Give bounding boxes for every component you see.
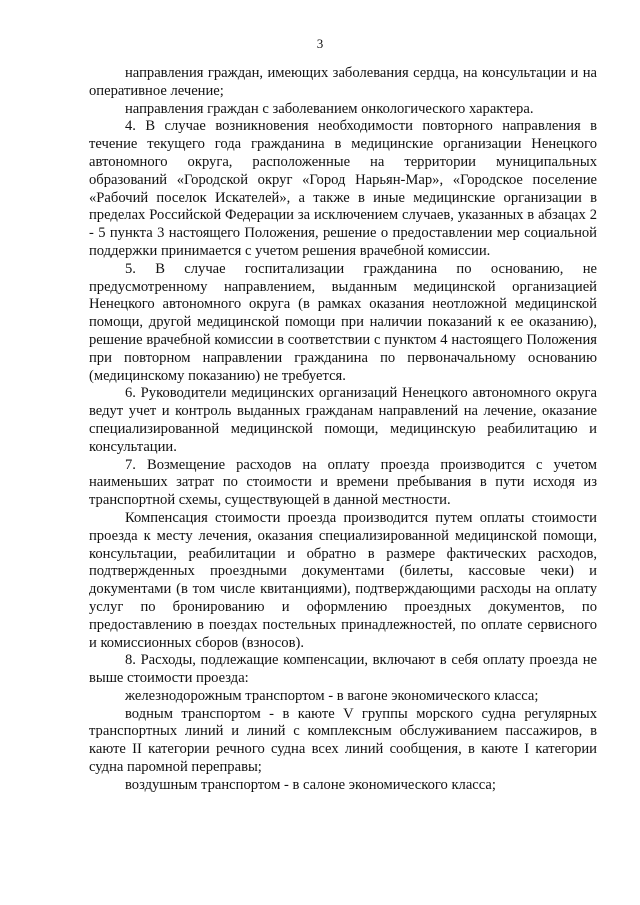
- paragraph: направления граждан с заболеванием онкологического характера.: [125, 100, 534, 117]
- paragraph: 6. Руководители медицинских организаций Ненецкого автономного округа ведут учет и контроль выданных гражданам направлений на лечение, оказание специализированной медицинской помощи, медицинскую реабилитацию и консультации.: [89, 385, 597, 455]
- page-number: 3: [316, 36, 324, 51]
- paragraph: 4. В случае возникновения необходимости повторного направления в течение текущего года гражданина в медицинские организации Ненецкого автономного округа, расположенные на территории муниципальных образований «Городской округ «Город Нарьян-Мар», «Городское поселение «Рабочий поселок Искателей», а также в иные медицинские организации в пределах Российской Федерации за исключением случаев, указанных в абзацах 2 - 5 пункта 3 настоящего Положения, решение о предоставлении мер социальной поддержки принимается с учетом решения врачебной комиссии.: [89, 118, 597, 259]
- paragraph: железнодорожным транспортом - в вагоне экономического класса;: [125, 687, 539, 704]
- paragraph: направления граждан, имеющих заболевания сердца, на консультации и на оперативное лечение;: [89, 65, 597, 99]
- paragraph: 5. В случае госпитализации гражданина по основанию, не предусмотренному направлением, выданным медицинской организацией Ненецкого автономного округа (в рамках оказания неотложной медицинской помощи, другой медицинской помощи при наличии показаний к ее оказанию), решение врачебной комиссии в соответствии с пунктом 4 настоящего Положения при повторном направлении гражданина по первоначальному основанию (медицинскому показанию) не требуется.: [89, 260, 597, 384]
- document-body: [89, 65, 597, 795]
- paragraph: водным транспортом - в каюте V группы морского судна регулярных транспортных линий и линий с комплексным обслуживанием пассажиров, в каюте II категории речного судна всех линий сообщения, в каюте I категории судна паромной переправы;: [89, 705, 597, 776]
- paragraph: Компенсация стоимости проезда производится путем оплаты стоимости проезда к месту лечения, оказания специализированной медицинской помощи, консультации, реабилитации и обратно в размере фактических расходов, подтвержденных проездными документами (билеты, кассовые чеки) и документами (в том числе квитанциями), подтверждающими расходы на оплату услуг по бронированию и оформлению проездных документов, по предоставлению в поездах постельных принадлежностей, по оплате сервисного и комиссионных сборов (взносов).: [89, 509, 597, 651]
- paragraph: 8. Расходы, подлежащие компенсации, включают в себя оплату проезда не выше стоимости проезда:: [89, 652, 597, 687]
- paragraph: 7. Возмещение расходов на оплату проезда производится с учетом наименьших затрат по стоимости и времени пребывания в пути исходя из транспортной схемы, существующей в данной местности.: [89, 456, 597, 509]
- paragraph: воздушным транспортом - в салоне экономического класса;: [125, 776, 496, 793]
